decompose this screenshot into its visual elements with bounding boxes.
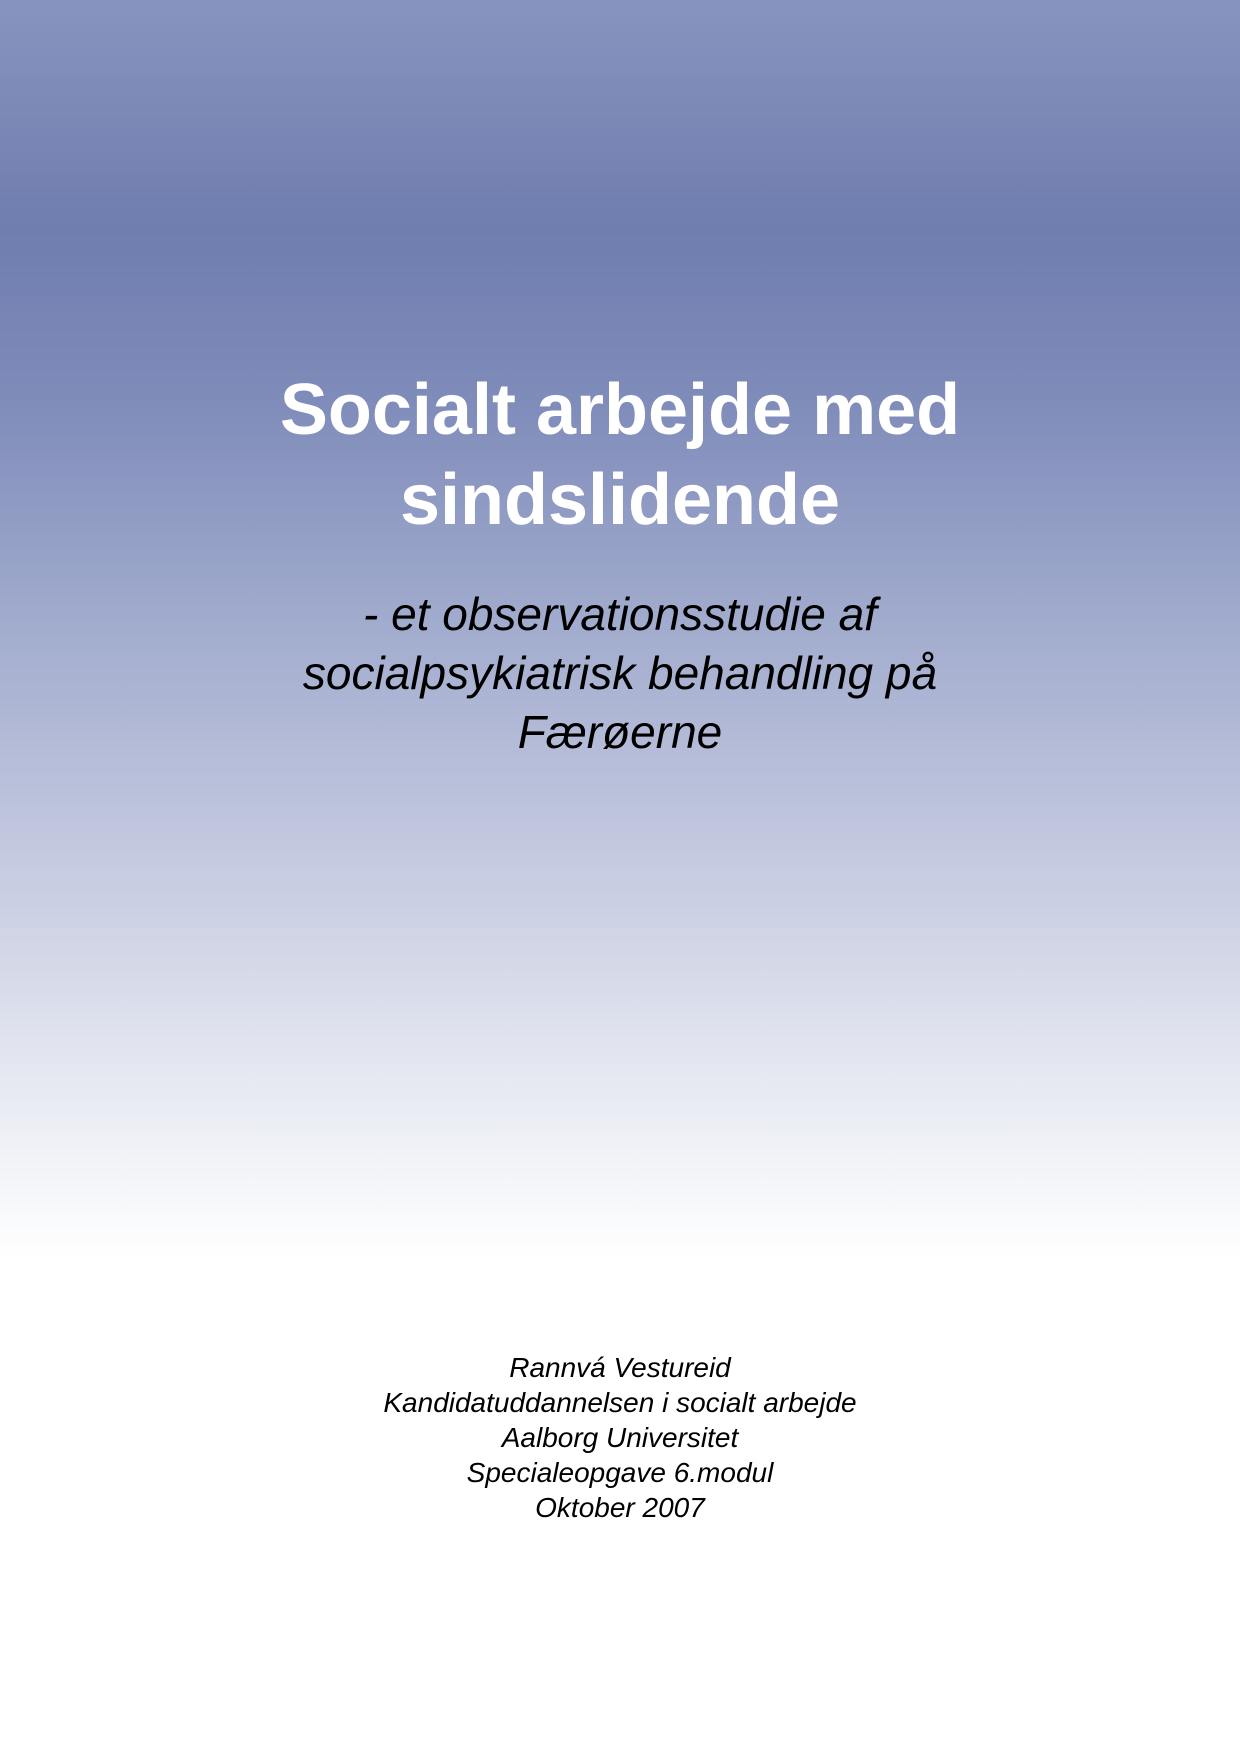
- subtitle-line-1: - et observationsstudie af: [363, 588, 877, 640]
- program-name: Kandidatuddannelsen i socialt arbejde: [383, 1387, 857, 1418]
- document-title: [0, 365, 1240, 545]
- author-name: Rannvá Vestureid: [509, 1352, 731, 1383]
- document-subtitle: [0, 585, 1240, 762]
- assignment-type: Specialeopgave 6.modul: [466, 1457, 774, 1488]
- subtitle-line-3: Færøerne: [517, 706, 723, 758]
- author-info-block: [0, 1350, 1240, 1525]
- submission-date: Oktober 2007: [535, 1492, 705, 1523]
- subtitle-line-2: socialpsykiatrisk behandling på: [302, 647, 938, 699]
- title-line-1: Socialt arbejde med: [279, 370, 961, 450]
- university-name: Aalborg Universitet: [501, 1422, 739, 1453]
- title-line-2: sindslidende: [399, 460, 841, 540]
